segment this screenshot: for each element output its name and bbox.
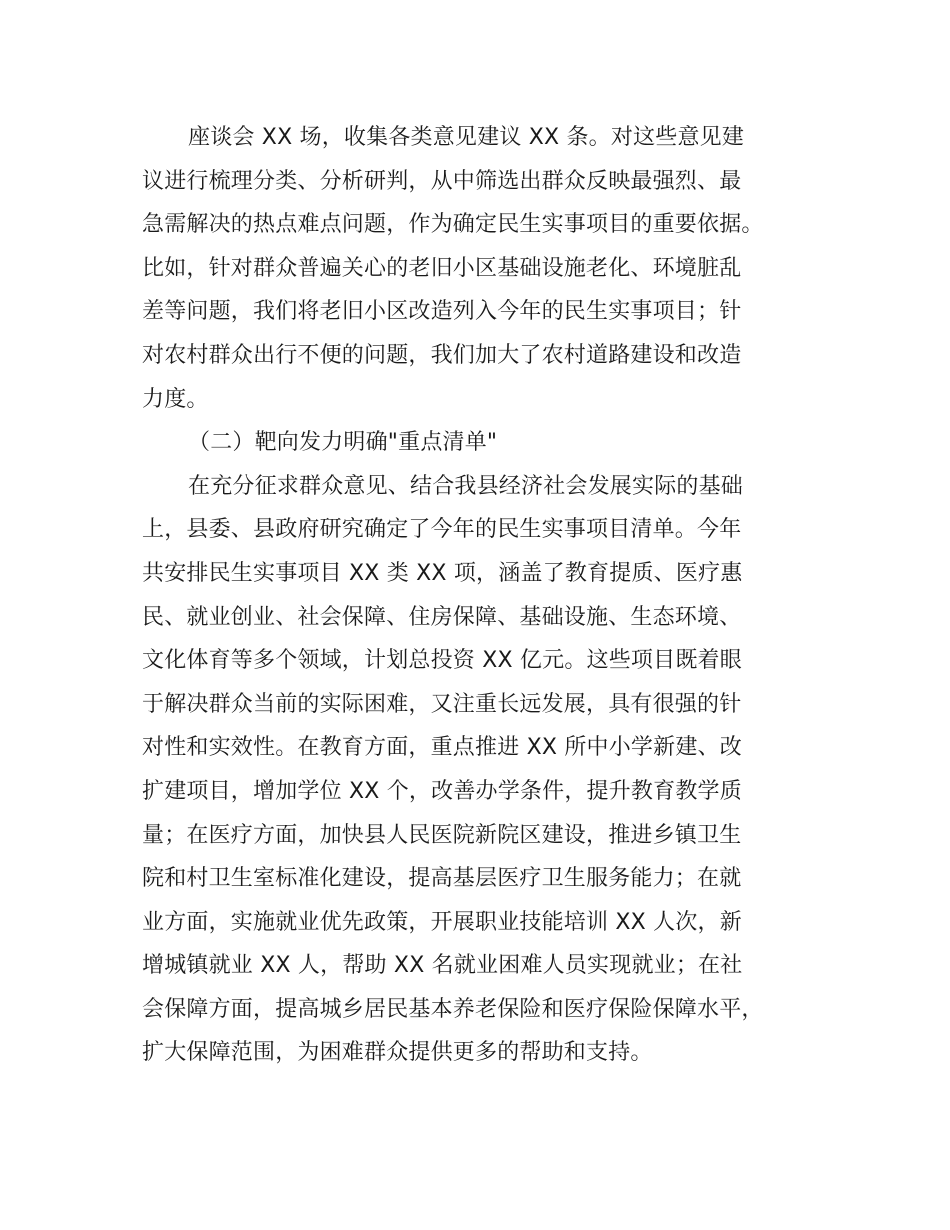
paragraph-line: 在充分征求群众意见、结合我县经济社会发展实际的基础 — [188, 473, 744, 499]
document-body — [142, 116, 842, 1075]
paragraph-line: 座谈会 XX 场，收集各类意见建议 XX 条。对这些意见建 — [188, 125, 745, 150]
paragraph-line: 对农村群众出行不便的问题，我们加大了农村道路建设和改造 — [142, 342, 742, 368]
paragraph-line: 业方面，实施就业优先政策，开展职业技能培训 XX 人次，新 — [142, 909, 742, 935]
paragraph-line: 差等问题，我们将老旧小区改造列入今年的民生实事项目；针 — [142, 299, 742, 325]
paragraph-line: 扩建项目，增加学位 XX 个，改善办学条件，提升教育教学质 — [142, 778, 742, 804]
paragraph-line: 急需解决的热点难点问题，作为确定民生实事项目的重要依据。 — [142, 212, 764, 238]
paragraph-line: 议进行梳理分类、分析研判，从中筛选出群众反映最强烈、最 — [142, 168, 742, 194]
paragraph-line: 民、就业创业、社会保障、住房保障、基础设施、生态环境、 — [142, 604, 742, 630]
paragraph-line: 于解决群众当前的实际困难，又注重长远发展，具有很强的针 — [142, 691, 742, 717]
paragraph-line: 院和村卫生室标准化建设，提高基层医疗卫生服务能力；在就 — [142, 866, 742, 892]
paragraph-line: 比如，针对群众普遍关心的老旧小区基础设施老化、环境脏乱 — [142, 255, 742, 281]
paragraph-line: 扩大保障范围，为困难群众提供更多的帮助和支持。 — [142, 1040, 653, 1066]
paragraph-line: 上，县委、县政府研究确定了今年的民生实事项目清单。今年 — [142, 517, 742, 543]
section-heading: （二）靶向发力明确"重点清单" — [188, 430, 498, 456]
paragraph-line: 会保障方面，提高城乡居民基本养老保险和医疗保险保障水平， — [142, 996, 764, 1022]
paragraph-line: 文化体育等多个领域，计划总投资 XX 亿元。这些项目既着眼 — [142, 648, 742, 674]
paragraph-line: 对性和实效性。在教育方面，重点推进 XX 所中小学新建、改 — [142, 735, 742, 761]
paragraph-line: 增城镇就业 XX 人，帮助 XX 名就业困难人员实现就业；在社 — [142, 953, 743, 979]
paragraph-line: 共安排民生实事项目 XX 类 XX 项，涵盖了教育提质、医疗惠 — [142, 560, 743, 586]
paragraph-2 — [142, 465, 842, 1075]
paragraph-line: 量；在医疗方面，加快县人民医院新院区建设，推进乡镇卫生 — [142, 822, 742, 848]
paragraph-1 — [142, 116, 842, 421]
paragraph-line: 力度。 — [142, 386, 209, 412]
